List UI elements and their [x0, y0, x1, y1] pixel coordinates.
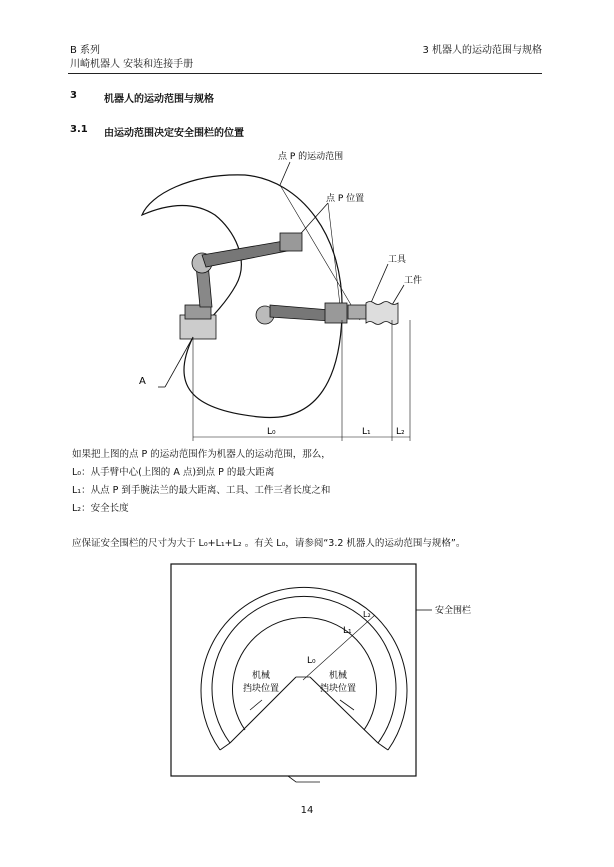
stopper-left-line1: 机械 [252, 671, 271, 681]
label-workpiece: 工件 [404, 276, 423, 286]
workpiece [366, 302, 398, 325]
stopper-left-line2: 挡块位置 [243, 684, 280, 694]
body-line-4: L₂：安全长度 [72, 503, 129, 514]
header-series: B 系列 [70, 45, 101, 56]
stopper-right-line2: 挡块位置 [320, 684, 357, 694]
label-l0: L₀ [267, 427, 276, 437]
label-l1: L₁ [362, 427, 371, 437]
header-chapter: 3 机器人的运动范围与规格 [422, 45, 542, 56]
header-rule [68, 73, 542, 74]
body-line-3: L₁：从点 P 到手腕法兰的最大距离、工具、工件三者长度之和 [72, 485, 331, 496]
section-number: 3 [70, 90, 77, 101]
fence-label: 安全围栏 [435, 606, 472, 616]
label-a: A [139, 376, 146, 387]
body-line-1: 如果把上图的点 P 的运动范围作为机器人的运动范围，那么， [72, 449, 331, 460]
label-point-p: 点 P 位置 [326, 194, 365, 204]
body-line-2: L₀：从手臂中心(上图的 A 点)到点 P 的最大距离 [72, 467, 275, 478]
header-manual-title: 川崎机器人 安装和连接手册 [70, 59, 194, 70]
subsection-number: 3.1 [70, 124, 88, 135]
label-l2: L₂ [396, 427, 405, 437]
fence-label-l0: L₀ [307, 656, 316, 666]
page-number: 14 [300, 805, 314, 816]
section-title: 机器人的运动范围与规格 [104, 94, 214, 105]
fence-label-l2: L₂ [363, 610, 371, 619]
safety-fence-figure [170, 560, 490, 790]
stopper-right-line1: 机械 [329, 671, 348, 681]
motion-range-figure [130, 145, 440, 445]
motion-range-outline [142, 175, 342, 418]
label-tool: 工具 [388, 255, 407, 265]
label-motion-range: 点 P 的运动范围 [278, 152, 344, 162]
body-line-5: 应保证安全围栏的尺寸为大于 L₀+L₁+L₂ 。有关 L₀，请参阅“3.2 机器人的运动范围与规格”。 [72, 538, 466, 549]
fence-label-l1: L₁ [343, 626, 352, 636]
subsection-title: 由运动范围决定安全围栏的位置 [104, 128, 244, 139]
